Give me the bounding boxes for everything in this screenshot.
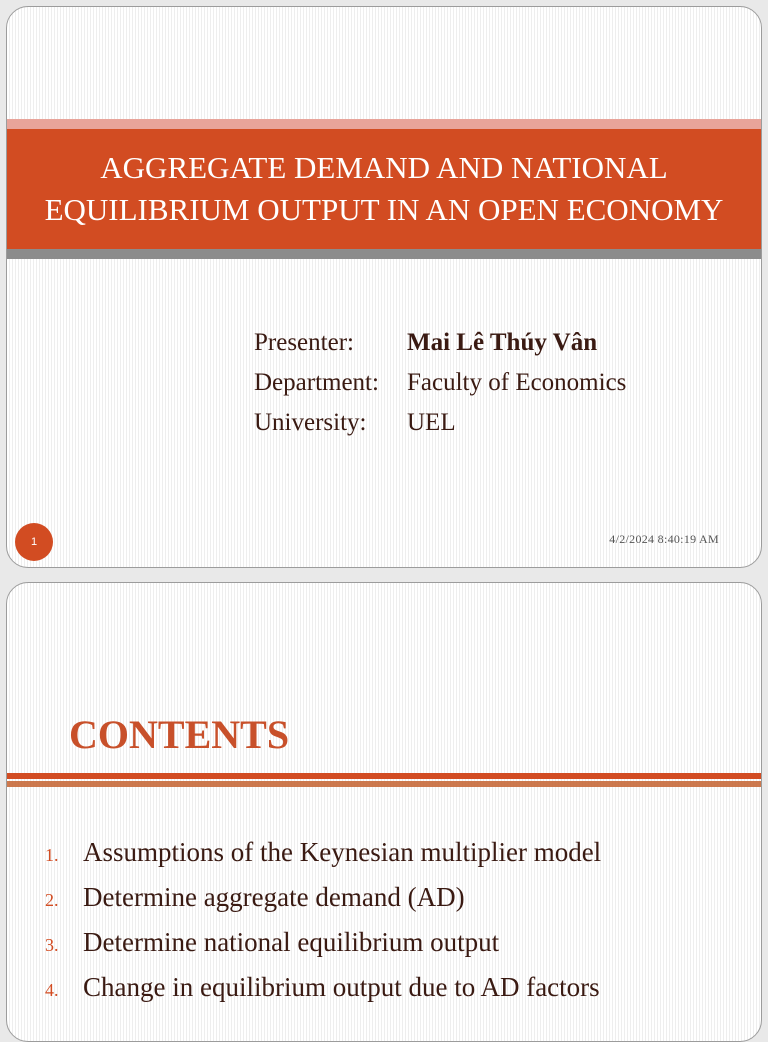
list-item bbox=[45, 882, 601, 927]
title-rule-bottom bbox=[7, 781, 761, 787]
university-value: UEL bbox=[407, 409, 456, 436]
contents-title: CONTENTS bbox=[69, 712, 290, 757]
banner-top-stripe bbox=[7, 119, 761, 129]
title-rule-top bbox=[7, 773, 761, 779]
contents-list bbox=[45, 837, 601, 1017]
page-number-badge: 1 bbox=[15, 523, 53, 561]
department-label: Department: bbox=[254, 369, 379, 396]
slide-datetime: 4/2/2024 8:40:19 AM bbox=[609, 532, 719, 546]
list-item bbox=[45, 927, 601, 972]
department-row bbox=[254, 363, 626, 403]
slide-title-line-2: EQUILIBRIUM OUTPUT IN AN OPEN ECONOMY bbox=[44, 192, 724, 227]
presenter-row bbox=[254, 323, 626, 363]
presenter-label: Presenter: bbox=[254, 329, 354, 356]
list-item-number: 1. bbox=[45, 845, 59, 865]
list-item-number: 3. bbox=[45, 935, 59, 955]
slide-title-line-1: AGGREGATE DEMAND AND NATIONAL bbox=[100, 150, 668, 185]
presenter-name: Mai Lê Thúy Vân bbox=[407, 329, 598, 356]
title-banner bbox=[7, 129, 761, 249]
university-row bbox=[254, 403, 626, 443]
list-item bbox=[45, 972, 601, 1017]
list-item-text: Determine aggregate demand (AD) bbox=[83, 882, 465, 912]
list-item bbox=[45, 837, 601, 882]
list-item-text: Determine national equilibrium output bbox=[83, 927, 500, 957]
banner-bottom-stripe bbox=[7, 249, 761, 259]
title-slide bbox=[6, 6, 762, 568]
list-item-number: 2. bbox=[45, 890, 59, 910]
slide-title bbox=[7, 147, 761, 231]
list-item-text: Assumptions of the Keynesian multiplier model bbox=[83, 837, 602, 867]
university-label: University: bbox=[254, 409, 367, 436]
contents-slide bbox=[6, 582, 762, 1042]
list-item-number: 4. bbox=[45, 980, 59, 1000]
presenter-info bbox=[254, 323, 626, 443]
department-value: Faculty of Economics bbox=[407, 369, 627, 396]
list-item-text: Change in equilibrium output due to AD factors bbox=[83, 972, 600, 1002]
